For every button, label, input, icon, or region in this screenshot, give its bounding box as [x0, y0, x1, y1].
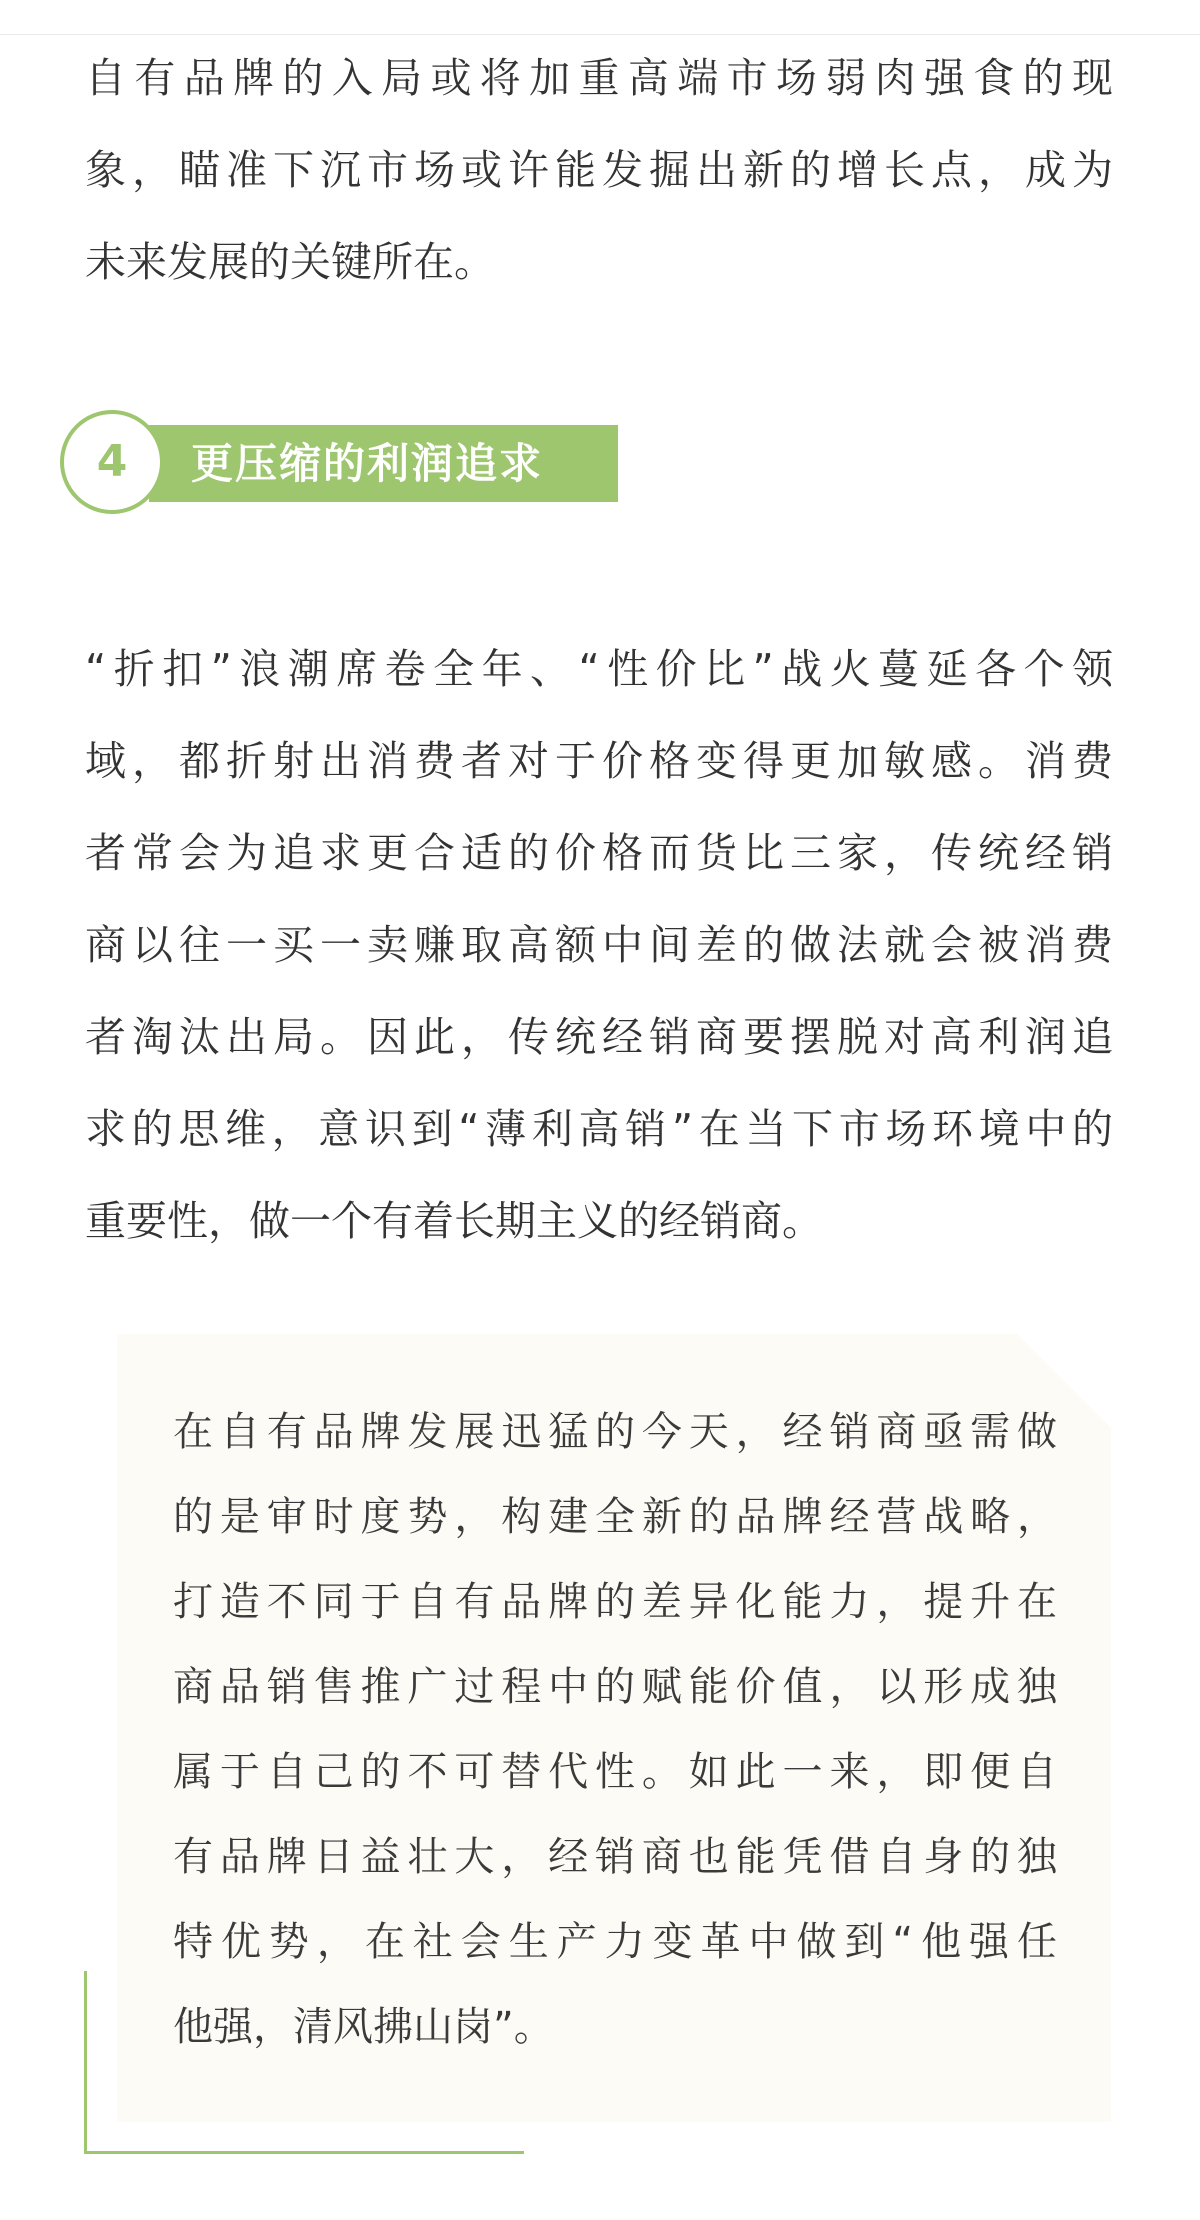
quote-corner-line-vertical [84, 1971, 87, 2154]
text-line: 属于自己的不可替代性。如此一来，即便自 [173, 1749, 1057, 1795]
section-title: 更压缩的利润追求 [191, 439, 544, 488]
text-line: 打造不同于自有品牌的差异化能力，提升在 [173, 1579, 1057, 1625]
text-line: 有品牌日益壮大，经销商也能凭借自身的独 [173, 1834, 1057, 1880]
text-line: 自有品牌的入局或将加重高端市场弱肉强食的现 [85, 54, 1113, 102]
text-line: 者常会为追求更合适的价格而货比三家，传统经销 [85, 829, 1113, 877]
text-line: 未来发展的关键所在。 [85, 238, 495, 286]
text-line: 求的思维，意识到“薄利高销”在当下市场环境中的 [85, 1105, 1113, 1153]
quote-corner-line-horizontal [84, 2151, 524, 2154]
text-line: 象，瞄准下沉市场或许能发掘出新的增长点，成为 [85, 146, 1113, 194]
text-line: 特优势，在社会生产力变革中做到“他强任 [173, 1919, 1057, 1965]
section-number-badge: 4 [60, 410, 164, 514]
quote-text [173, 1390, 1057, 2070]
text-line: 他强，清风拂山岗”。 [173, 2004, 554, 2050]
text-line: 商以往一买一卖赚取高额中间差的做法就会被消费 [85, 921, 1113, 969]
text-line: 在自有品牌发展迅猛的今天，经销商亟需做 [173, 1409, 1057, 1455]
paragraph-intro [85, 32, 1113, 308]
text-line: 重要性，做一个有着长期主义的经销商。 [85, 1197, 823, 1245]
text-line: “折扣”浪潮席卷全年、“性价比”战火蔓延各个领 [85, 645, 1113, 693]
text-line: 的是审时度势，构建全新的品牌经营战略， [173, 1494, 1057, 1540]
text-line: 商品销售推广过程中的赋能价值，以形成独 [173, 1664, 1057, 1710]
paragraph-profit [85, 623, 1113, 1267]
section-heading [60, 408, 660, 520]
text-line: 域，都折射出消费者对于价格变得更加敏感。消费 [85, 737, 1113, 785]
text-line: 者淘汰出局。因此，传统经销商要摆脱对高利润追 [85, 1013, 1113, 1061]
